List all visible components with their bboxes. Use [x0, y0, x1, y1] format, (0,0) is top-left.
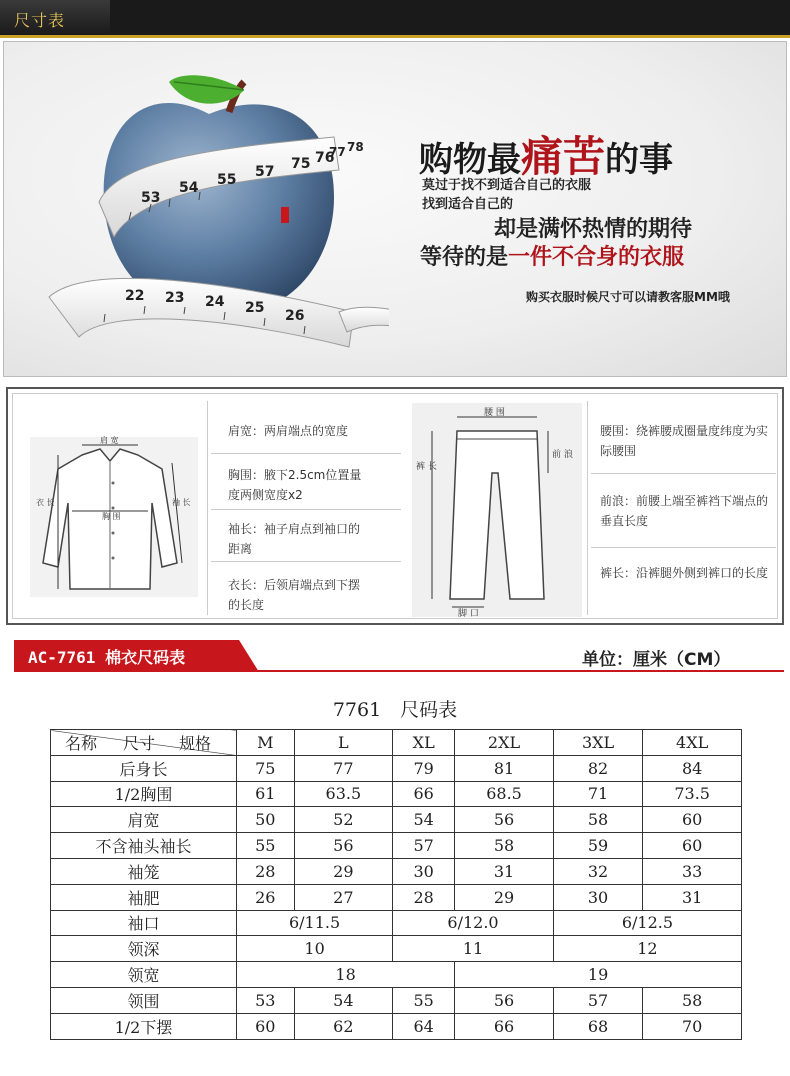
line4-highlight: 一件不合身的衣服: [508, 245, 685, 270]
table-cell: 61: [237, 781, 295, 807]
banner-line-3: 却是满怀热情的期待: [494, 217, 693, 242]
corner-size: 尺寸: [123, 734, 156, 753]
row-label: 袖口: [51, 910, 237, 936]
measurement-guide: [6, 387, 784, 625]
tape-number: 77: [329, 145, 346, 159]
row-label: 不含袖头袖长: [51, 833, 237, 859]
size-tab-title: AC-7761 棉衣尺码表: [28, 648, 186, 667]
row-label: 1/2下摆: [51, 1013, 237, 1039]
size-section-header: [14, 637, 774, 674]
table-cell: 56: [455, 807, 554, 833]
table-cell: 59: [553, 833, 642, 859]
table-cell: 81: [455, 755, 554, 781]
table-cell: 54: [393, 807, 455, 833]
table-row: [51, 884, 742, 910]
table-cell: 31: [643, 884, 742, 910]
red-underline: [254, 670, 784, 672]
divider: [211, 509, 401, 510]
table-cell: 6/12.0: [393, 910, 554, 936]
tape-number: 25: [245, 300, 265, 316]
tape-number: 24: [205, 294, 225, 310]
shirt-diagram-icon: [12, 393, 208, 619]
table-cell: 52: [294, 807, 393, 833]
table-cell: 63.5: [294, 781, 393, 807]
table-cell: 55: [237, 833, 295, 859]
divider: [587, 401, 588, 615]
table-cell: 75: [237, 755, 295, 781]
table-row: [51, 755, 742, 781]
table-cell: 11: [393, 936, 554, 962]
table-cell: 6/12.5: [553, 910, 741, 936]
table-cell: 55: [393, 987, 455, 1013]
shirt-label-length: 衣 长: [36, 498, 55, 507]
size-header: L: [294, 730, 393, 756]
headline-prefix: 购物最: [419, 140, 521, 180]
table-cell: 6/11.5: [237, 910, 393, 936]
table-cell: 60: [643, 807, 742, 833]
line4-prefix: 等待的是: [420, 245, 509, 270]
table-cell: 50: [237, 807, 295, 833]
table-cell: 60: [643, 833, 742, 859]
row-label: 领宽: [51, 962, 237, 988]
divider: [211, 561, 401, 562]
pants-diagram-icon: [412, 403, 582, 617]
unit-label: 单位：厘米（CM）: [582, 650, 731, 670]
tape-number: 75: [291, 156, 311, 172]
table-cell: 28: [393, 884, 455, 910]
table-cell: 68.5: [455, 781, 554, 807]
row-label: 袖笼: [51, 858, 237, 884]
table-row: [51, 936, 742, 962]
table-cell: 70: [643, 1013, 742, 1039]
table-cell: 18: [237, 962, 455, 988]
promo-banner: [3, 41, 787, 377]
shirt-desc-chest: 胸围：腋下2.5cm位置量度两侧宽度x2: [228, 468, 362, 502]
divider: [211, 453, 401, 454]
tape-number: 78: [347, 140, 364, 154]
table-cell: 84: [643, 755, 742, 781]
table-row: [51, 858, 742, 884]
table-cell: 32: [553, 858, 642, 884]
shirt-label-sleeve: 袖 长: [172, 498, 191, 507]
table-cell: 27: [294, 884, 393, 910]
table-cell: 57: [393, 833, 455, 859]
tape-number: 54: [179, 180, 199, 196]
table-cell: 66: [455, 1013, 554, 1039]
table-cell: 71: [553, 781, 642, 807]
table-header-row: [51, 730, 742, 756]
row-label: 袖肥: [51, 884, 237, 910]
banner-line-4: [420, 240, 684, 271]
table-cell: 77: [294, 755, 393, 781]
row-label: 肩宽: [51, 807, 237, 833]
table-cell: 29: [455, 884, 554, 910]
banner-subline-1: 莫过于找不到适合自己的衣服: [422, 178, 592, 193]
table-cell: 30: [393, 858, 455, 884]
tape-number: 55: [217, 172, 237, 188]
size-header: 3XL: [553, 730, 642, 756]
shirt-label-chest: 胸 围: [102, 512, 121, 521]
header-title: 尺寸表: [14, 11, 66, 30]
table-cell: 29: [294, 858, 393, 884]
table-cell: 19: [455, 962, 742, 988]
size-header: M: [237, 730, 295, 756]
table-cell: 12: [553, 936, 741, 962]
divider: [591, 473, 776, 474]
table-row: [51, 833, 742, 859]
tape-number: 57: [255, 164, 275, 180]
tape-number: 26: [285, 308, 305, 324]
size-header: 4XL: [643, 730, 742, 756]
table-cell: 30: [553, 884, 642, 910]
divider: [207, 401, 208, 615]
table-cell: 58: [455, 833, 554, 859]
corner-name: 名称: [65, 734, 98, 753]
table-cell: 68: [553, 1013, 642, 1039]
tape-number: 23: [165, 290, 185, 306]
table-cell: 73.5: [643, 781, 742, 807]
table-row: [51, 987, 742, 1013]
shirt-label-shoulder: 肩 宽: [100, 436, 119, 445]
divider: [591, 547, 776, 548]
size-header: XL: [393, 730, 455, 756]
table-cell: 31: [455, 858, 554, 884]
table-cell: 28: [237, 858, 295, 884]
table-row: [51, 807, 742, 833]
table-cell: 64: [393, 1013, 455, 1039]
shirt-desc-length: 衣长：后领肩端点到下摆的长度: [228, 578, 361, 612]
pants-label-length: 裤 长: [416, 462, 437, 472]
table-cell: 26: [237, 884, 295, 910]
table-cell: 66: [393, 781, 455, 807]
table-row: [51, 1013, 742, 1039]
denim-apple-tape-image: [29, 52, 389, 372]
table-row: [51, 962, 742, 988]
table-row: [51, 910, 742, 936]
tape-number: 53: [141, 190, 161, 206]
table-cell: 56: [294, 833, 393, 859]
table-cell: 58: [553, 807, 642, 833]
header-bar: [0, 0, 790, 38]
shirt-desc-sleeve: 袖长：袖子肩点到袖口的距离: [228, 522, 361, 556]
table-cell: 10: [237, 936, 393, 962]
row-label: 后身长: [51, 755, 237, 781]
row-label: 领深: [51, 936, 237, 962]
size-table: [50, 729, 742, 1040]
headline-highlight: 痛苦: [521, 132, 606, 181]
table-row: [51, 781, 742, 807]
pants-label-hem: 脚 口: [458, 609, 479, 617]
table-cell: 57: [553, 987, 642, 1013]
table-cell: 82: [553, 755, 642, 781]
tape-number: 22: [125, 288, 145, 304]
banner-subline-2: 找到适合自己的: [422, 197, 514, 212]
size-header: 2XL: [455, 730, 554, 756]
table-cell: 33: [643, 858, 742, 884]
banner-note: 购买衣服时候尺寸可以请教客服MM哦: [526, 290, 730, 304]
table-cell: 53: [237, 987, 295, 1013]
corner-spec: 规格: [179, 734, 212, 753]
table-cell: 54: [294, 987, 393, 1013]
shirt-desc-shoulder: 肩宽：两肩端点的宽度: [228, 424, 349, 438]
table-title: 7761 尺码表: [332, 699, 458, 721]
pants-desc-front-rise: 前浪：前腰上端至裤裆下端点的垂直长度: [600, 494, 769, 528]
tape-number: 76: [315, 150, 335, 166]
pants-desc-waist: 腰围：绕裤腰成圈量度纬度为实际腰围: [600, 424, 769, 458]
table-cell: 60: [237, 1013, 295, 1039]
pants-label-waist: 腰 围: [484, 408, 505, 418]
corner-cell: [51, 730, 237, 756]
pants-label-front-rise: 前 浪: [552, 450, 573, 460]
headline-suffix: 的事: [605, 140, 674, 180]
row-label: 领围: [51, 987, 237, 1013]
table-cell: 58: [643, 987, 742, 1013]
pants-desc-length: 裤长：沿裤腿外侧到裤口的长度: [600, 566, 769, 580]
row-label: 1/2胸围: [51, 781, 237, 807]
table-cell: 62: [294, 1013, 393, 1039]
table-cell: 56: [455, 987, 554, 1013]
table-cell: 79: [393, 755, 455, 781]
